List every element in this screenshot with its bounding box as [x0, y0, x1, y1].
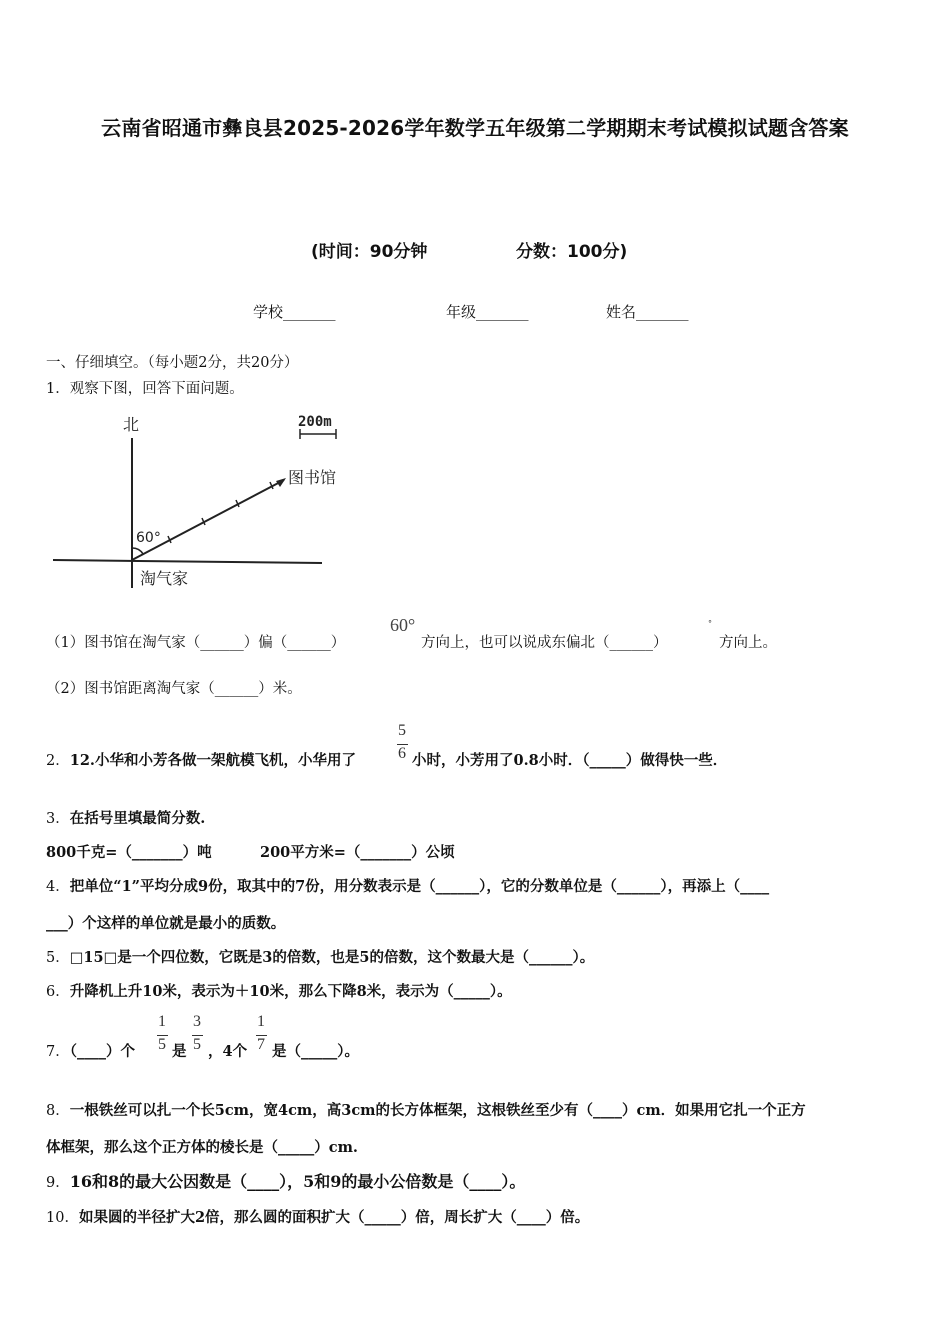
q7-text-a: （____）个: [69, 1043, 135, 1060]
q7-f3-den: 7: [257, 1036, 265, 1053]
q5-number: 5．: [46, 950, 70, 966]
q9-number: 9．: [46, 1175, 70, 1191]
q7-f3-num: 1: [257, 1013, 265, 1030]
section-heading: 一、仔细填空。（每小题2分，共20分）: [46, 355, 299, 371]
home-label: 淘气家: [140, 569, 189, 588]
q1-degree-mark: °: [708, 619, 712, 628]
q4-line1: [46, 875, 769, 896]
q8-line2: 体框架，那么这个正方体的棱长是（_____）cm.: [46, 1139, 358, 1156]
q1-line: [46, 377, 244, 398]
q8-text-1: 一根铁丝可以扎一个长5cm，宽4cm，高3cm的长方体框架，这根铁丝至少有（____）cm．如果用它扎一个正方: [69, 1102, 806, 1119]
angle-label: 60°: [136, 530, 161, 546]
scale-label: 200m: [298, 414, 332, 430]
q3-number: 3．: [46, 811, 70, 827]
q1-text: 观察下图，回答下面问题。: [69, 381, 244, 397]
q2-line-a: [46, 749, 356, 770]
q7-number: 7．: [46, 1044, 70, 1060]
q6-line: [46, 980, 512, 1001]
direction-diagram: [48, 410, 358, 595]
time-label: (时间：90分钟: [311, 242, 428, 262]
q1-part1-a: （1）图书馆在淘气家（______）偏（______）: [46, 635, 346, 651]
grade-field: 年级_______: [446, 303, 529, 321]
library-label: 图书馆: [288, 468, 337, 487]
q3-line2-a: 800千克=（_______）吨: [46, 844, 212, 861]
q6-number: 6．: [46, 984, 70, 1000]
q3-line2-b: 200平方米=（_______）公顷: [260, 844, 455, 861]
q2-frac-den: 6: [398, 745, 406, 762]
q8-line1: [46, 1099, 806, 1120]
north-label: 北: [123, 415, 140, 434]
q4-line2: ___）个这样的单位就是最小的质数。: [46, 915, 286, 932]
score-label: 分数：100分): [516, 242, 628, 262]
q1-number: 1．: [46, 381, 70, 397]
q7-f1-num: 1: [158, 1013, 166, 1030]
q7-line-a: [46, 1040, 135, 1061]
doc-title: 云南省昭通市彝良县2025-2026学年数学五年级第二学期期末考试模拟试题含答案: [101, 116, 849, 140]
library-ray: [132, 480, 284, 560]
q3-text: 在括号里填最简分数.: [69, 810, 206, 827]
q4-text-1: 把单位“1”平均分成9份，取其中的7份，用分数表示是（______），它的分数单位是（______），再添上（____: [69, 878, 770, 895]
q2-frac-num: 5: [398, 722, 406, 739]
q7-text-c: ，4个: [208, 1043, 248, 1060]
q2-number: 2．: [46, 753, 70, 769]
school-field: 学校_______: [253, 303, 336, 321]
q7-text-d: 是（_____）。: [272, 1043, 359, 1060]
name-field: 姓名_______: [606, 303, 689, 321]
q1-part1-c: 方向上。: [719, 635, 777, 651]
q8-number: 8．: [46, 1103, 70, 1119]
q10-text: 如果圆的半径扩大2倍，那么圆的面积扩大（_____）倍，周长扩大（____）倍。: [78, 1209, 590, 1226]
q1-part2: （2）图书馆距离淘气家（______）米。: [46, 681, 302, 697]
q2-text-b: 小时，小芳用了0.8小时．（_____）做得快一些．: [412, 752, 728, 769]
q6-text: 升降机上升10米，表示为＋10米，那么下降8米，表示为（_____）。: [69, 983, 512, 1000]
q7-f2-num: 3: [193, 1013, 201, 1030]
q7-f2-den: 5: [193, 1036, 201, 1053]
q10-line: [46, 1206, 589, 1227]
q1-part1-b: 方向上，也可以说成东偏北（______）: [421, 635, 668, 651]
q4-number: 4．: [46, 879, 70, 895]
q10-number: 10．: [46, 1210, 79, 1226]
q5-line: [46, 946, 594, 967]
q7-text-b: 是: [172, 1043, 187, 1060]
q9-line: [46, 1169, 525, 1192]
east-axis: [53, 560, 322, 563]
q5-text: □15□是一个四位数，它既是3的倍数，也是5的倍数，这个数最大是（______）。: [69, 949, 595, 966]
q1-degree-60: 60°: [390, 615, 416, 635]
q9-text: 16和8的最大公因数是（____），5和9的最小公倍数是（____）。: [69, 1172, 526, 1191]
q2-text-a: 12.小华和小芳各做一架航模飞机，小华用了: [69, 752, 356, 769]
q3-line1: [46, 807, 205, 828]
q7-f1-den: 5: [158, 1036, 166, 1053]
